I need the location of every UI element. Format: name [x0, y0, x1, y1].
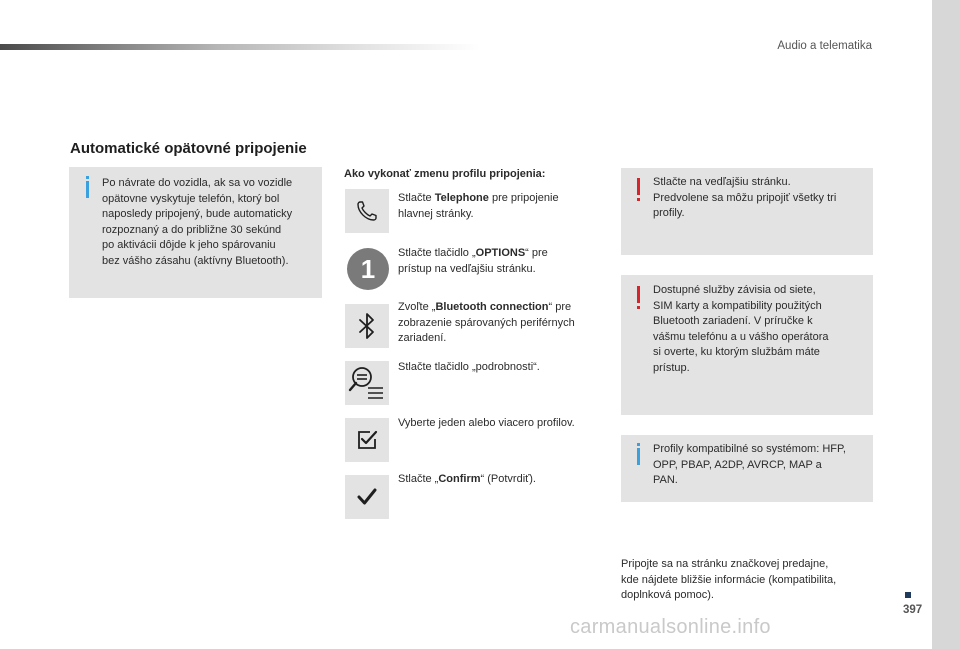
confirm-check-icon — [345, 475, 389, 519]
info-box-profiles — [621, 435, 873, 502]
checkbox-icon — [345, 418, 389, 462]
warning-text: Dostupné služby závisia od siete, SIM karty a kompatibility použitých Bluetooth zariadení. V príručke k vášmu telefónu a u vášho operátora si overte, ku ktorým službám máte prístup. — [653, 284, 829, 374]
page-one-icon — [347, 248, 389, 290]
section-title: Audio a telematika — [777, 40, 872, 52]
warning-icon — [637, 178, 640, 195]
info-box-auto-reconnect — [69, 167, 322, 298]
step-5-text: Vyberte jeden alebo viacero profilov. — [398, 417, 575, 429]
page-marker — [905, 592, 911, 598]
page-number: 397 — [903, 604, 923, 616]
warning-box-services — [621, 275, 873, 415]
step-3-text: Zvoľte „Bluetooth connection“ pre zobrazenie spárovaných periférnych zariadení. — [398, 301, 575, 344]
warning-box-secondary-page — [621, 168, 873, 255]
step-6-text: Stlačte „Confirm“ (Potvrdiť). — [398, 473, 536, 485]
step-2-text: Stlačte tlačidlo „OPTIONS“ pre prístup na vedľajšiu stránku. — [398, 247, 548, 275]
watermark: carmanualsonline.info — [570, 616, 771, 638]
step-1-text: Stlačte Telephone pre pripojenie hlavnej stránky. — [398, 192, 559, 220]
step-4-text: Stlačte tlačidlo „podrobnosti“. — [398, 361, 540, 373]
warning-text: Stlačte na vedľajšiu stránku. Predvolene sa môžu pripojiť všetky tri profily. — [653, 176, 837, 219]
dealer-site-note: Pripojte sa na stránku značkovej predajne, kde nájdete bližšie informácie (kompatibilita, doplnková pomoc). — [621, 558, 837, 601]
warning-icon — [637, 286, 640, 303]
info-icon — [86, 181, 89, 198]
details-magnifier-icon — [345, 361, 389, 405]
info-text: Profily kompatibilné so systémom: HFP, OPP, PBAP, A2DP, AVRCP, MAP a PAN. — [653, 443, 846, 486]
info-icon — [637, 448, 640, 465]
phone-handset-icon — [345, 189, 389, 233]
info-text: Po návrate do vozidla, ak sa vo vozidle opätovne vyskytuje telefón, ktorý bol naposledy pripojený, bude automaticky rozpoznaný a do približne 30 sekúnd po aktivácii dôjde k jeho spárovaniu bez vášho zásahu (aktívny Bluetooth). — [102, 177, 293, 267]
page-one-label: 1 — [360, 253, 376, 284]
bluetooth-icon — [345, 304, 389, 348]
how-to-title: Ako vykonať zmenu profilu pripojenia: — [344, 168, 546, 180]
page-edge-strip — [932, 0, 960, 649]
header-gradient-bar — [0, 44, 480, 50]
page-title: Automatické opätovné pripojenie — [70, 140, 307, 157]
